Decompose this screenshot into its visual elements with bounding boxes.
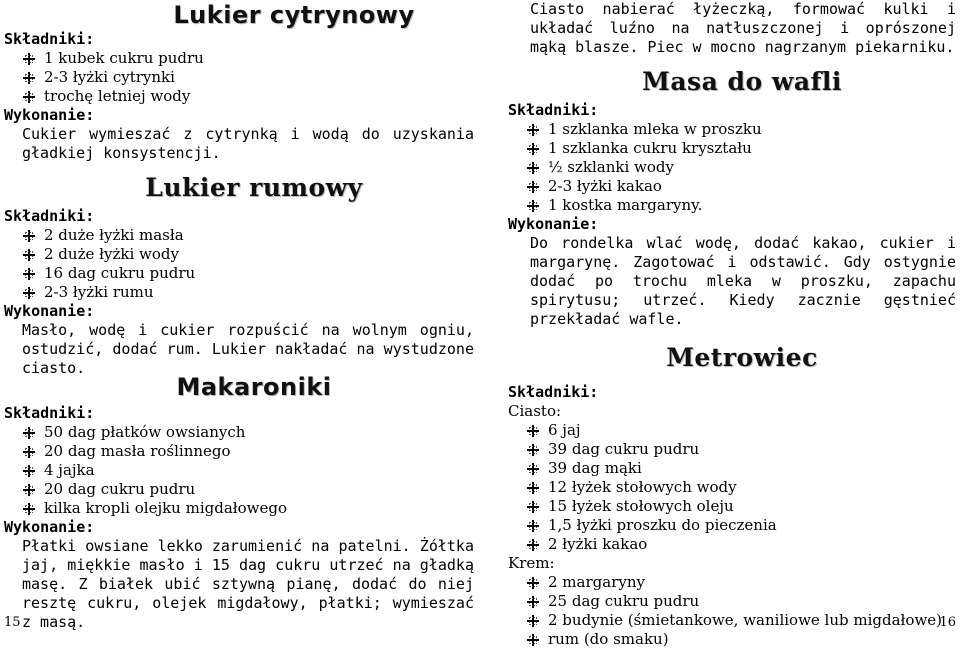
method-text: Do rondelka wlać wodę, dodać kakao, cukier i margarynę. Zagotować i odstawić. Gdy ostygnie dodać po trochu mleka w proszku, zapachu spirytusu; utrzeć. Kiedy zacznie gęstnieć przekładać wafle. <box>530 234 956 328</box>
method-label: Wykonanie: <box>4 518 95 536</box>
ingredients-label: Składniki: <box>4 30 95 48</box>
ingredient-list <box>4 423 474 518</box>
plus-bullet-icon <box>526 180 540 194</box>
plus-bullet-icon <box>22 248 36 262</box>
ingredient-list <box>508 120 956 215</box>
list-item: 2 margaryny <box>526 573 956 592</box>
plus-bullet-icon <box>526 462 540 476</box>
list-item: trochę letniej wody <box>22 87 474 106</box>
method-label: Wykonanie: <box>4 106 95 124</box>
list-item: 25 dag cukru pudru <box>526 592 956 611</box>
list-item: 2-3 łyżki kakao <box>526 177 956 196</box>
plus-bullet-icon <box>526 199 540 213</box>
page-number-right: 16 <box>939 615 956 630</box>
plus-bullet-icon <box>22 71 36 85</box>
recipe-title-lukier-cytrynowy: Lukier cytrynowy <box>173 1 415 29</box>
list-item: 4 jajka <box>22 461 474 480</box>
list-item: 2 duże łyżki masła <box>22 226 474 245</box>
plus-bullet-icon <box>526 142 540 156</box>
list-item: ½ szklanki wody <box>526 158 956 177</box>
plus-bullet-icon <box>526 481 540 495</box>
plus-bullet-icon <box>526 519 540 533</box>
plus-bullet-icon <box>22 464 36 478</box>
method-label: Wykonanie: <box>4 302 95 320</box>
plus-bullet-icon <box>526 595 540 609</box>
ingredient-list <box>508 421 956 554</box>
list-item: 39 dag cukru pudru <box>526 440 956 459</box>
plus-bullet-icon <box>526 576 540 590</box>
list-item: 6 jaj <box>526 421 956 440</box>
plus-bullet-icon <box>22 445 36 459</box>
plus-bullet-icon <box>526 633 540 647</box>
ingredients-label: Składniki: <box>508 101 599 119</box>
ingredient-list <box>508 573 956 649</box>
list-item: 2 łyżki kakao <box>526 535 956 554</box>
plus-bullet-icon <box>22 426 36 440</box>
list-item: 50 dag płatków owsianych <box>22 423 474 442</box>
recipe-title-metrowiec: Metrowiec <box>666 343 818 372</box>
plus-bullet-icon <box>22 267 36 281</box>
list-item: 20 dag cukru pudru <box>22 480 474 499</box>
plus-bullet-icon <box>22 90 36 104</box>
method-text: Masło, wodę i cukier rozpuścić na wolnym ogniu, ostudzić, dodać rum. Lukier nakładać na wystudzone ciasto. <box>22 321 474 377</box>
plus-bullet-icon <box>526 123 540 137</box>
ingredient-list <box>4 49 474 106</box>
method-text: Płatki owsiane lekko zarumienić na patelni. Żółtka jaj, miękkie masło i 15 dag cukru utrzeć na gładką masę. Z białek ubić sztywną pianę, dodać do niej resztę cukru, olejek migdałowy, płatki; wymieszać z masą. <box>22 537 474 631</box>
method-text: Cukier wymieszać z cytrynką i wodą do uzyskania gładkiej konsystencji. <box>22 125 474 162</box>
list-item: 16 dag cukru pudru <box>22 264 474 283</box>
continuation-text: Ciasto nabierać łyżeczką, formować kulki i układać luźno na natłuszczonej i oprószonej mąką blasze. Piec w mocno nagrzanym piekarniku. <box>530 0 956 56</box>
list-item: 12 łyżek stołowych wody <box>526 478 956 497</box>
page-number-left: 15 <box>4 615 21 630</box>
plus-bullet-icon <box>526 500 540 514</box>
recipe-title-masa-do-wafli: Masa do wafli <box>642 67 842 96</box>
plus-bullet-icon <box>526 424 540 438</box>
plus-bullet-icon <box>526 538 540 552</box>
method-label: Wykonanie: <box>508 215 599 233</box>
ingredients-label: Składniki: <box>4 207 95 225</box>
list-item: 2 duże łyżki wody <box>22 245 474 264</box>
list-item: kilka kropli olejku migdałowego <box>22 499 474 518</box>
list-item: 2 budynie (śmietankowe, waniliowe lub migdałowe) <box>526 611 956 630</box>
ingredient-list <box>4 226 474 302</box>
plus-bullet-icon <box>22 229 36 243</box>
ciasto-label: Ciasto: <box>508 402 562 420</box>
plus-bullet-icon <box>526 161 540 175</box>
plus-bullet-icon <box>22 286 36 300</box>
list-item: 1 szklanka cukru kryształu <box>526 139 956 158</box>
recipe-title-makaroniki: Makaroniki <box>176 373 332 401</box>
plus-bullet-icon <box>22 52 36 66</box>
list-item: 15 łyżek stołowych oleju <box>526 497 956 516</box>
left-page <box>4 0 474 632</box>
list-item: 20 dag masła roślinnego <box>22 442 474 461</box>
ingredients-label: Składniki: <box>4 404 95 422</box>
list-item: 1 szklanka mleka w proszku <box>526 120 956 139</box>
plus-bullet-icon <box>22 483 36 497</box>
ingredients-label: Składniki: <box>508 383 599 401</box>
list-item: 2-3 łyżki cytrynki <box>22 68 474 87</box>
list-item: 2-3 łyżki rumu <box>22 283 474 302</box>
recipe-title-lukier-rumowy: Lukier rumowy <box>145 173 363 202</box>
plus-bullet-icon <box>526 614 540 628</box>
list-item: rum (do smaku) <box>526 630 956 649</box>
right-page <box>508 0 956 649</box>
list-item: 1 kubek cukru pudru <box>22 49 474 68</box>
plus-bullet-icon <box>22 502 36 516</box>
list-item: 39 dag mąki <box>526 459 956 478</box>
plus-bullet-icon <box>526 443 540 457</box>
krem-label: Krem: <box>508 554 555 572</box>
list-item: 1,5 łyżki proszku do pieczenia <box>526 516 956 535</box>
list-item: 1 kostka margaryny. <box>526 196 956 215</box>
